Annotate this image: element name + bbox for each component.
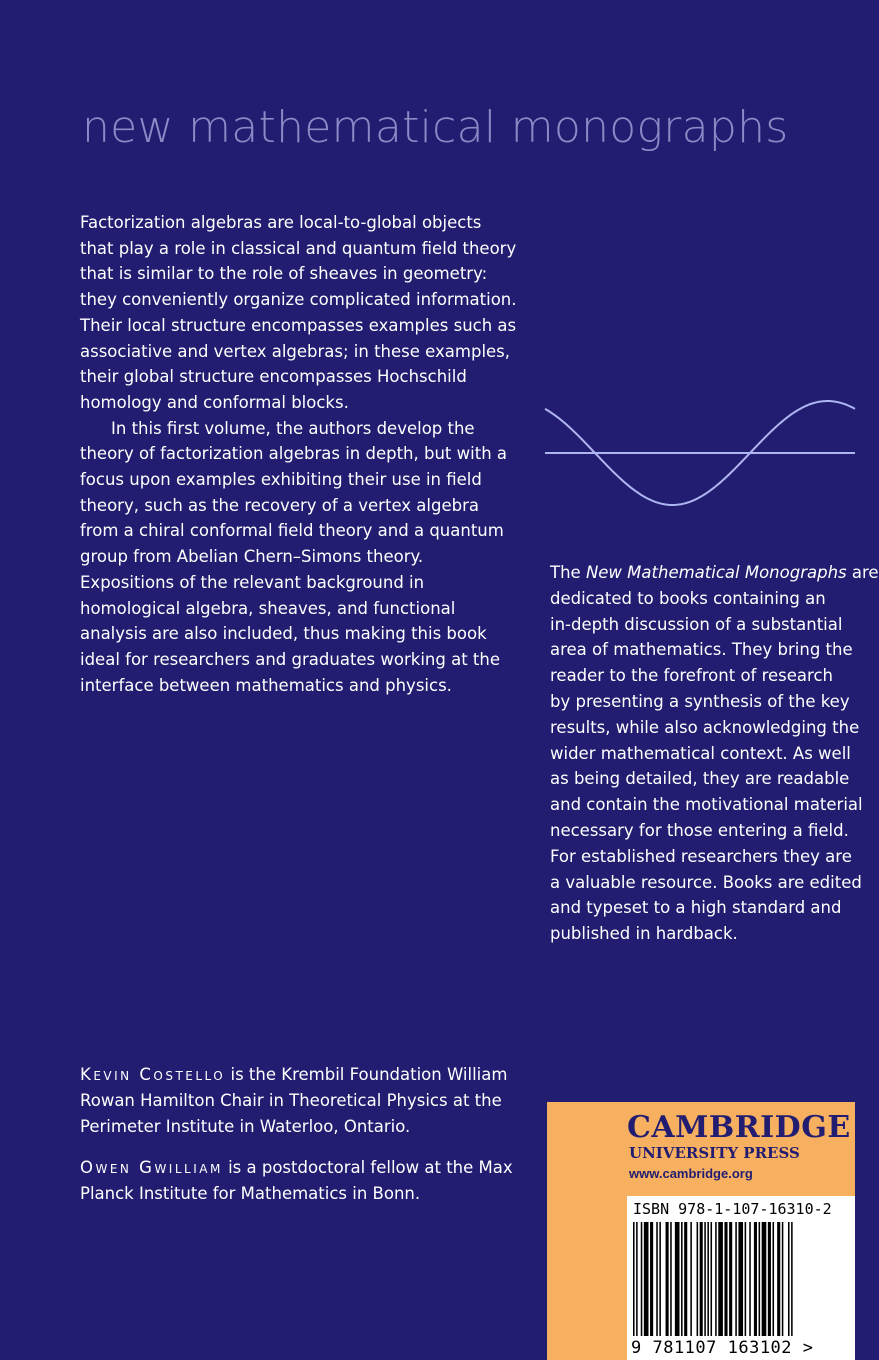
barcode-bar [754,1222,757,1336]
barcode-bar [700,1222,703,1336]
barcode-bar [768,1222,771,1336]
barcode-bar [715,1222,717,1336]
series-description-line: results, while also acknowledging the [550,717,860,737]
series-description-line: a valuable resource. Books are edited [550,872,862,892]
series-description-line: and typeset to a high standard and [550,898,842,918]
barcode-bar [636,1222,638,1336]
barcode-bar [777,1222,780,1336]
barcode-bar [729,1222,732,1336]
barcode [627,1196,855,1360]
book-blurb [80,210,520,698]
series-description-line: area of mathematics. They bring the [550,640,853,660]
barcode-bar [659,1222,661,1336]
series-description-line: in-depth discussion of a substantial [550,614,843,634]
barcode-bar [666,1222,669,1336]
barcode-bar [684,1222,687,1336]
barcode-bar [738,1222,743,1336]
ean-digits: 9 781107 163102 > [631,1338,814,1358]
barcode-bar [724,1222,727,1336]
barcode-bar [782,1222,784,1336]
series-description-line-1: The New Mathematical Monographs are [550,563,879,582]
barcode-bar [704,1222,706,1336]
publisher-logo: CAMBRIDGE [627,1110,851,1145]
publisher-url[interactable]: www.cambridge.org [629,1166,753,1181]
barcode-bar [707,1222,709,1336]
series-name: New Mathematical Monographs [585,563,847,582]
barcode-bar [633,1222,635,1336]
isbn-label: ISBN 978-1-107-16310-2 [633,1200,832,1218]
barcode-bar [644,1222,649,1336]
series-description-line: necessary for those entering a field. [550,820,849,840]
barcode-bar [718,1222,723,1336]
author-bios [80,1062,550,1223]
series-description-line: reader to the forefront of research [550,666,833,686]
author-bio: Owen Gwilliam is a postdoctoral fellow at the Max Planck Institute for Mathematics in Bonn. [80,1158,513,1204]
barcode-bar [670,1222,672,1336]
barcode-bar [690,1222,692,1336]
sine-wave-graphic [545,395,855,515]
barcode-bar [681,1222,683,1336]
barcode-bars [633,1222,849,1336]
author-name: Kevin Costello [80,1065,226,1084]
series-description-line: wider mathematical context. As well [550,743,851,763]
blurb-paragraph-2: In this first volume, the authors develop the theory of factorization algebras in depth, but with a focus upon examples exhibiting their use in field theory, such as the recovery of a vertex algebra from a chiral conformal field theory and a quantum group from Abelian Chern–Simons theory. Expositions of the relevant background in homological algebra, sheaves, and functional analysis are also included, thus making this book ideal for researchers and graduates working at the interface between mathematics and physics. [80,418,508,695]
barcode-bar [735,1222,737,1336]
series-description-line: and contain the motivational material [550,795,863,815]
barcode-bar [745,1222,747,1336]
barcode-bar [762,1222,767,1336]
series-description-line: published in hardback. [550,924,738,944]
barcode-bar [773,1222,775,1336]
series-description-line: as being detailed, they are readable [550,769,850,789]
barcode-bar [656,1222,658,1336]
barcode-bar [711,1222,713,1336]
blurb-paragraph-1: Factorization algebras are local-to-global objects that play a role in classical and quantum field theory that is similar to the role of sheaves in geometry: they conveniently organize complicated information. Their local structure encompasses examples such as associative and vertex algebras; in these examples, their global structure encompasses Hochschild homology and conformal blocks. [80,213,517,412]
barcode-bar [788,1222,790,1336]
publisher-subtitle: UNIVERSITY PRESS [629,1144,800,1162]
author-bio: Kevin Costello is the Krembil Foundation William Rowan Hamilton Chair in Theoretical Physics at the Perimeter Institute in Waterloo, Ontario. [80,1065,508,1136]
series-description-line: by presenting a synthesis of the key [550,691,850,711]
series-description-line: dedicated to books containing an [550,588,826,608]
barcode-bar [791,1222,793,1336]
barcode-bar [697,1222,699,1336]
barcode-bar [641,1222,643,1336]
series-description-line: For established researchers they are [550,846,852,866]
barcode-bar [675,1222,680,1336]
series-title: new mathematical monographs [82,102,789,153]
barcode-bar [650,1222,653,1336]
publisher-panel [547,1102,855,1360]
barcode-bar [759,1222,761,1336]
series-description [550,560,879,947]
barcode-bar [749,1222,751,1336]
author-name: Owen Gwilliam [80,1158,223,1178]
